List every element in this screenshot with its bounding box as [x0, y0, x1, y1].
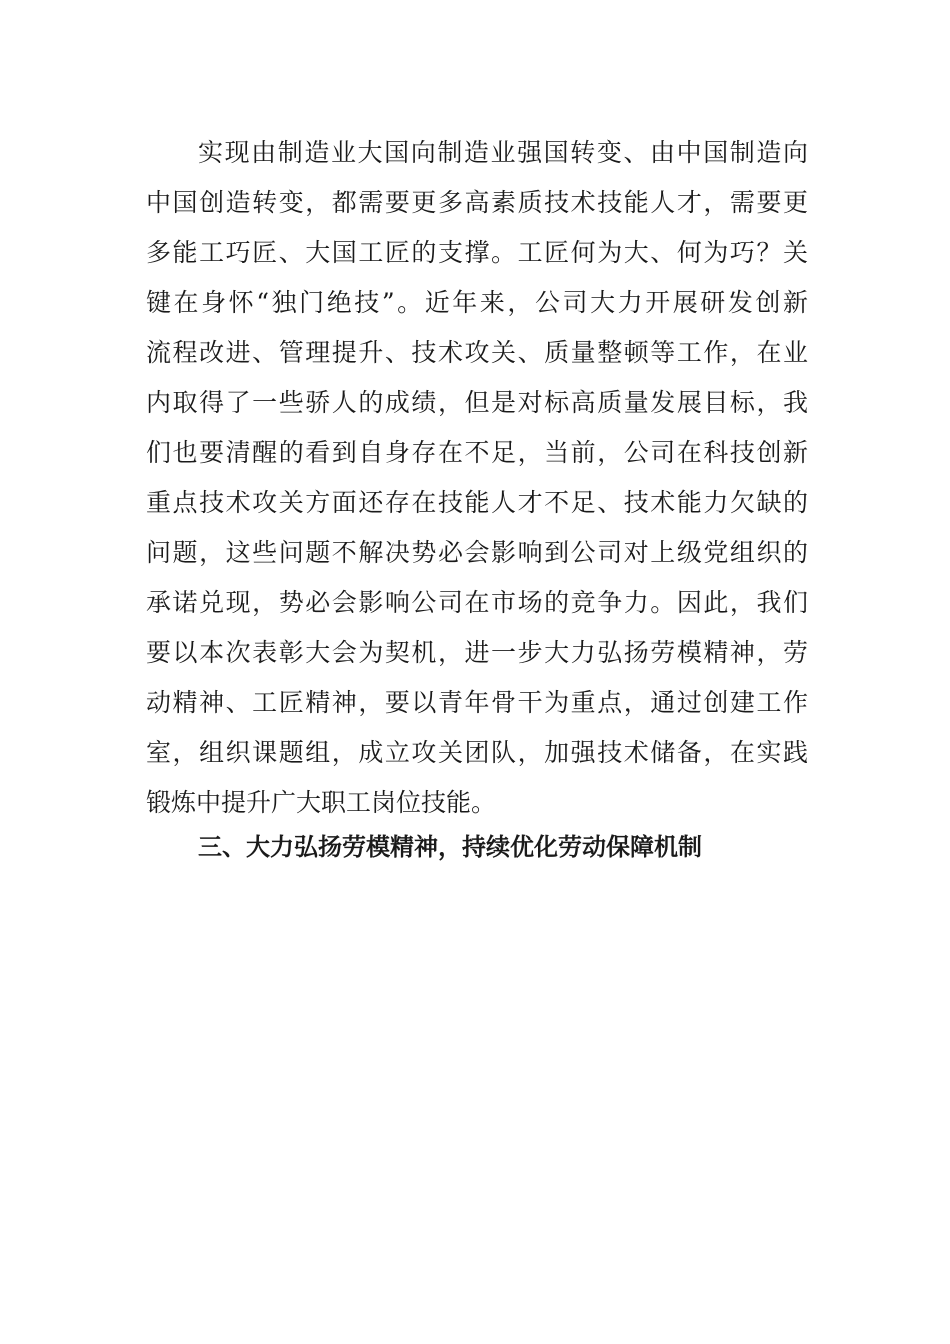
section-heading: 三、大力弘扬劳模精神，持续优化劳动保障机制 [198, 833, 702, 861]
body-paragraph [146, 128, 808, 828]
paragraph-line: 动精神、工匠精神，要以青年骨干为重点，通过创建工作 [146, 688, 808, 717]
paragraph-line: 流程改进、管理提升、技术攻关、质量整顿等工作，在业 [146, 338, 808, 367]
paragraph-line: 承诺兑现，势必会影响公司在市场的竞争力。因此，我们 [146, 588, 808, 617]
paragraph-line: 键在身怀“独门绝技”。近年来，公司大力开展研发创新 [146, 288, 808, 317]
paragraph-line: 们也要清醒的看到自身存在不足，当前，公司在科技创新 [146, 438, 808, 467]
paragraph-line: 问题，这些问题不解决势必会影响到公司对上级党组织的 [146, 538, 808, 567]
paragraph-line: 中国创造转变，都需要更多高素质技术技能人才，需要更 [146, 188, 808, 217]
paragraph-line: 内取得了一些骄人的成绩，但是对标高质量发展目标，我 [146, 388, 808, 417]
paragraph-line: 实现由制造业大国向制造业强国转变、由中国制造向 [198, 138, 808, 167]
paragraph-line: 多能工巧匠、大国工匠的支撑。工匠何为大、何为巧？关 [146, 238, 808, 267]
paragraph-line: 室，组织课题组，成立攻关团队，加强技术储备，在实践 [146, 738, 808, 767]
paragraph-line: 重点技术攻关方面还存在技能人才不足、技术能力欠缺的 [146, 488, 808, 517]
paragraph-line: 锻炼中提升广大职工岗位技能。 [146, 788, 497, 817]
paragraph-line: 要以本次表彰大会为契机，进一步大力弘扬劳模精神，劳 [146, 638, 808, 667]
